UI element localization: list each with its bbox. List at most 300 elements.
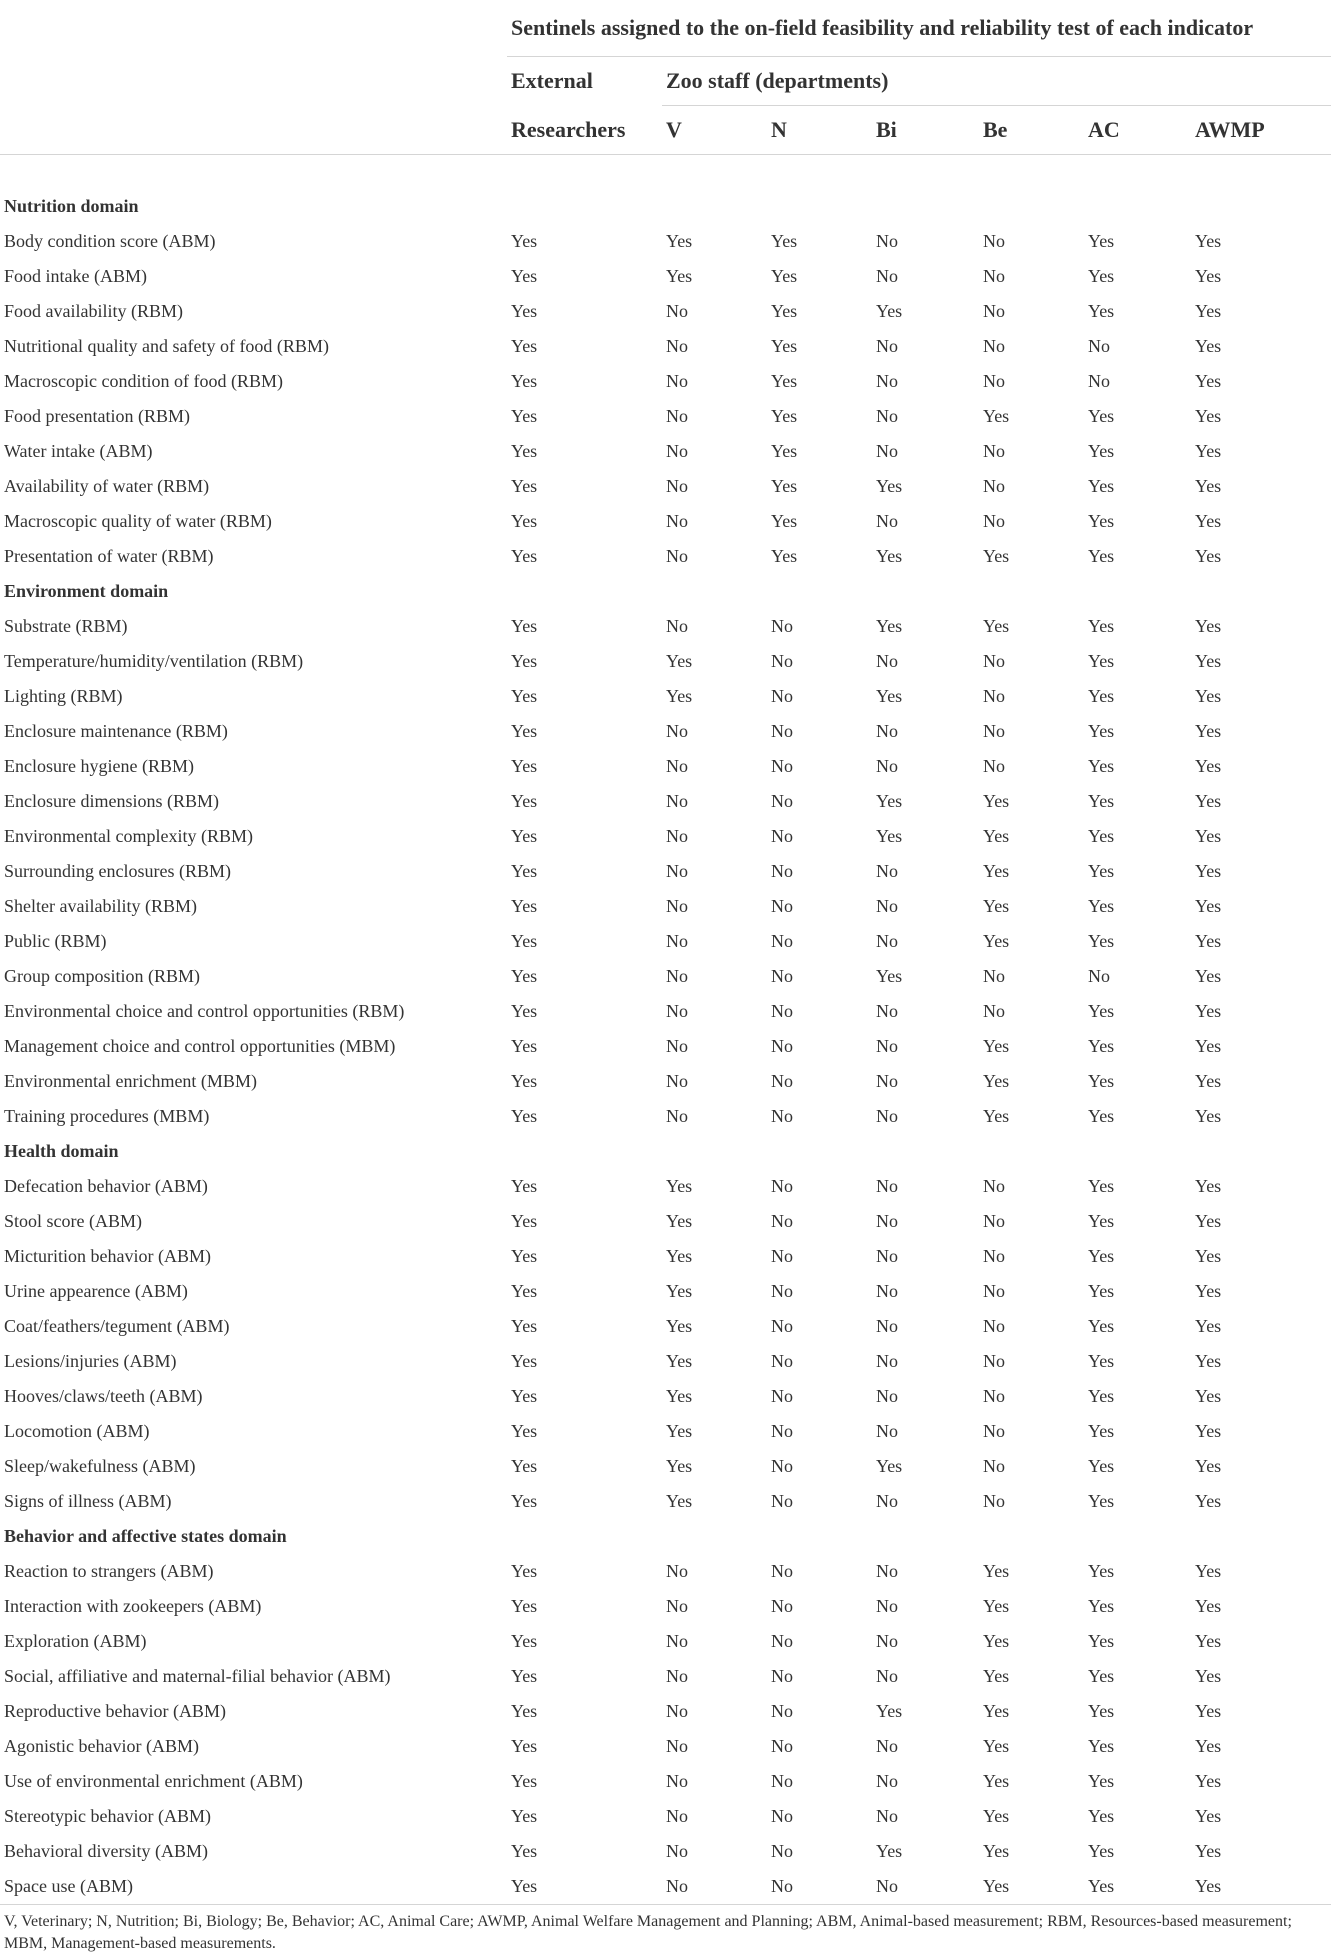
table-cell: Yes [666, 686, 693, 706]
table-cell: No [771, 1246, 793, 1266]
table-cell: Yes [1195, 476, 1222, 496]
table-cell: Yes [666, 1386, 693, 1406]
indicator-label: Use of environmental enrichment (ABM) [4, 1771, 303, 1791]
table-cell: No [771, 1841, 793, 1861]
table-cell: Yes [876, 966, 903, 986]
table-cell: Yes [1195, 406, 1222, 426]
table-cell: No [876, 1176, 898, 1196]
table-cell: No [876, 336, 898, 356]
table-row [0, 434, 1331, 469]
table-cell: Yes [666, 1281, 693, 1301]
table-cell: Yes [666, 1211, 693, 1231]
column-header-ac: AC [1084, 106, 1191, 155]
indicator-label: Exploration (ABM) [4, 1631, 147, 1651]
header-row-2 [0, 57, 1331, 106]
table-cell: No [666, 511, 688, 531]
table-cell: Yes [1088, 1036, 1115, 1056]
table-cell: No [771, 1456, 793, 1476]
section-header-environment [0, 574, 1331, 609]
table-cell: No [876, 1771, 898, 1791]
table-cell: Yes [983, 1771, 1010, 1791]
table-cell: Yes [1195, 1736, 1222, 1756]
header-blank [0, 57, 507, 106]
table-cell: Yes [1195, 896, 1222, 916]
indicator-label: Body condition score (ABM) [4, 231, 216, 251]
table-cell: Yes [1088, 861, 1115, 881]
table-cell: Yes [1088, 1106, 1115, 1126]
table-cell: No [771, 1281, 793, 1301]
indicator-label: Hooves/claws/teeth (ABM) [4, 1386, 203, 1406]
table-cell: Yes [983, 1736, 1010, 1756]
column-header-n: N [767, 106, 872, 155]
table-cell: No [876, 1071, 898, 1091]
table-cell: Yes [1088, 1596, 1115, 1616]
table-cell: Yes [1195, 301, 1222, 321]
table-row [0, 889, 1331, 924]
table-cell: Yes [1088, 1421, 1115, 1441]
table-row [0, 1099, 1331, 1134]
table-row [0, 259, 1331, 294]
table-cell: No [983, 371, 1005, 391]
table-cell: No [876, 1876, 898, 1896]
table-cell: No [771, 1351, 793, 1371]
indicator-label: Macroscopic condition of food (RBM) [4, 371, 283, 391]
table-cell: Yes [511, 231, 538, 251]
table-cell: Yes [511, 966, 538, 986]
table-cell: Yes [876, 791, 903, 811]
table-row [0, 1309, 1331, 1344]
table-cell: No [771, 1596, 793, 1616]
indicator-label: Urine appearence (ABM) [4, 1281, 188, 1301]
table-cell: Yes [1088, 1001, 1115, 1021]
table-cell: Yes [511, 1456, 538, 1476]
table-cell: Yes [511, 686, 538, 706]
table-cell: Yes [983, 1071, 1010, 1091]
table-cell: No [666, 1736, 688, 1756]
table-cell: No [666, 1876, 688, 1896]
table-cell: No [983, 441, 1005, 461]
table-row [0, 1274, 1331, 1309]
table-cell: Yes [983, 1631, 1010, 1651]
table-cell: Yes [983, 1701, 1010, 1721]
table-cell: No [983, 1421, 1005, 1441]
table-cell: Yes [983, 791, 1010, 811]
table-row [0, 1554, 1331, 1589]
column-header-be: Be [979, 106, 1084, 155]
table-cell: Yes [1195, 1106, 1222, 1126]
external-label: External [511, 68, 593, 94]
indicator-label: Temperature/humidity/ventilation (RBM) [4, 651, 304, 671]
table-row [0, 1344, 1331, 1379]
table-cell: No [666, 1071, 688, 1091]
table-cell: No [983, 1176, 1005, 1196]
indicator-label: Reaction to strangers (ABM) [4, 1561, 214, 1581]
column-header-v: V [662, 106, 767, 155]
table-cell: Yes [511, 1491, 538, 1511]
indicator-label: Sleep/wakefulness (ABM) [4, 1456, 196, 1476]
table-cell: Yes [1195, 651, 1222, 671]
table-cell: Yes [983, 931, 1010, 951]
table-cell: Yes [1088, 721, 1115, 741]
table-cell: Yes [1195, 231, 1222, 251]
table-cell: No [876, 1736, 898, 1756]
indicator-label: Social, affiliative and maternal-filial behavior (ABM) [4, 1666, 391, 1686]
table-cell: No [876, 231, 898, 251]
table-cell: No [983, 1281, 1005, 1301]
table-cell: No [876, 1806, 898, 1826]
table-row [0, 224, 1331, 259]
table-cell: Yes [1088, 1456, 1115, 1476]
indicator-label: Space use (ABM) [4, 1876, 133, 1896]
table-cell: Yes [983, 546, 1010, 566]
table-cell: Yes [1088, 476, 1115, 496]
table-cell: No [876, 371, 898, 391]
table-cell: No [876, 931, 898, 951]
table-cell: No [666, 546, 688, 566]
table-cell: Yes [511, 266, 538, 286]
table-cell: Yes [983, 1806, 1010, 1826]
table-cell: No [983, 1491, 1005, 1511]
table-cell: Yes [666, 1456, 693, 1476]
table-cell: No [983, 1351, 1005, 1371]
table-cell: No [666, 1001, 688, 1021]
section-title: Behavior and affective states domain [4, 1526, 287, 1546]
table-cell: Yes [1195, 791, 1222, 811]
table-cell: Yes [983, 1666, 1010, 1686]
indicator-label: Environmental complexity (RBM) [4, 826, 253, 846]
table-cell: No [666, 336, 688, 356]
table-cell: Yes [1088, 616, 1115, 636]
indicator-label: Environmental enrichment (MBM) [4, 1071, 257, 1091]
section-header-health [0, 1134, 1331, 1169]
table-row [0, 854, 1331, 889]
indicator-label: Reproductive behavior (ABM) [4, 1701, 226, 1721]
table-cell: Yes [1195, 266, 1222, 286]
table-cell: Yes [511, 1036, 538, 1056]
table-cell: No [666, 826, 688, 846]
table-cell: Yes [1088, 511, 1115, 531]
table-cell: Yes [1195, 1806, 1222, 1826]
table-cell: Yes [511, 1351, 538, 1371]
table-cell: Yes [876, 546, 903, 566]
table-cell: Yes [1088, 1071, 1115, 1091]
table-cell: Yes [666, 1421, 693, 1441]
table-row [0, 1484, 1331, 1519]
table-cell: No [983, 966, 1005, 986]
table-cell: Yes [511, 826, 538, 846]
table-cell: Yes [511, 1806, 538, 1826]
table-cell: Yes [1088, 1246, 1115, 1266]
table-cell: No [876, 1246, 898, 1266]
table-row [0, 644, 1331, 679]
table-cell: Yes [771, 231, 798, 251]
table-cell: Yes [511, 1701, 538, 1721]
table-cell: No [876, 1281, 898, 1301]
table-cell: Yes [511, 1281, 538, 1301]
table-cell: No [876, 1666, 898, 1686]
indicator-label: Interaction with zookeepers (ABM) [4, 1596, 262, 1616]
table-cell: Yes [1088, 441, 1115, 461]
indicator-label: Group composition (RBM) [4, 966, 200, 986]
table-row [0, 539, 1331, 574]
indicator-label: Availability of water (RBM) [4, 476, 210, 496]
indicator-label: Public (RBM) [4, 931, 107, 951]
table-cell: Yes [1195, 686, 1222, 706]
table-cell: Yes [511, 721, 538, 741]
table-cell: No [666, 301, 688, 321]
table-cell: Yes [1195, 1561, 1222, 1581]
table-cell: No [666, 1666, 688, 1686]
table-cell: No [771, 1386, 793, 1406]
table-cell: No [666, 616, 688, 636]
table-cell: No [666, 1701, 688, 1721]
table-cell: Yes [1195, 441, 1222, 461]
table-cell: Yes [511, 1421, 538, 1441]
table-cell: Yes [1195, 1386, 1222, 1406]
table-cell: No [771, 1176, 793, 1196]
table-cell: Yes [771, 406, 798, 426]
table-cell: No [666, 1596, 688, 1616]
table-cell: No [983, 231, 1005, 251]
table-cell: No [666, 1106, 688, 1126]
table-cell: No [666, 1631, 688, 1651]
table-row [0, 1729, 1331, 1764]
table-cell: Yes [1195, 931, 1222, 951]
table-cell: Yes [1088, 231, 1115, 251]
table-cell: Yes [1088, 1351, 1115, 1371]
table-row [0, 1379, 1331, 1414]
indicator-label: Agonistic behavior (ABM) [4, 1736, 199, 1756]
table-cell: No [876, 896, 898, 916]
table-cell: Yes [1195, 1596, 1222, 1616]
table-cell: No [1088, 336, 1110, 356]
table-cell: Yes [511, 931, 538, 951]
table-body [0, 155, 1331, 1905]
table-cell: No [666, 966, 688, 986]
table-cell: Yes [511, 1176, 538, 1196]
table-row [0, 819, 1331, 854]
indicator-label: Lesions/injuries (ABM) [4, 1351, 177, 1371]
table-cell: Yes [666, 1316, 693, 1336]
table-cell: Yes [1195, 1456, 1222, 1476]
indicator-label: Substrate (RBM) [4, 616, 128, 636]
table-cell: No [771, 826, 793, 846]
table-cell: No [876, 1596, 898, 1616]
table-cell: No [876, 1211, 898, 1231]
indicator-label: Enclosure hygiene (RBM) [4, 756, 194, 776]
table-cell: Yes [511, 1841, 538, 1861]
table-cell: Yes [511, 441, 538, 461]
table-cell: Yes [1195, 546, 1222, 566]
indicator-label: Nutritional quality and safety of food (RBM) [4, 336, 329, 356]
table-cell: No [666, 756, 688, 776]
zoo-staff-label: Zoo staff (departments) [662, 57, 1331, 106]
table-cell: Yes [511, 371, 538, 391]
table-cell: No [1088, 371, 1110, 391]
table-cell: Yes [1195, 511, 1222, 531]
indicator-label: Stool score (ABM) [4, 1211, 142, 1231]
table-cell: No [771, 861, 793, 881]
table-cell: No [771, 1666, 793, 1686]
table-cell: Yes [876, 826, 903, 846]
table-cell: No [771, 1806, 793, 1826]
table-cell: Yes [876, 686, 903, 706]
table-cell: Yes [1088, 1211, 1115, 1231]
table-cell: Yes [876, 616, 903, 636]
table-cell: No [771, 1421, 793, 1441]
table-cell: Yes [1088, 1876, 1115, 1896]
table-cell: Yes [1088, 546, 1115, 566]
indicator-label: Behavioral diversity (ABM) [4, 1841, 208, 1861]
table-cell: No [666, 406, 688, 426]
indicator-label: Locomotion (ABM) [4, 1421, 150, 1441]
indicator-label: Water intake (ABM) [4, 441, 153, 461]
table-cell: Yes [666, 1491, 693, 1511]
table-cell: Yes [983, 406, 1010, 426]
column-header-researchers: Researchers [507, 106, 662, 155]
table-row [0, 1029, 1331, 1064]
indicator-label: Macroscopic quality of water (RBM) [4, 511, 272, 531]
table-row [0, 1169, 1331, 1204]
section-title: Nutrition domain [4, 196, 139, 216]
indicator-label: Training procedures (MBM) [4, 1106, 210, 1126]
table-cell: No [876, 1001, 898, 1021]
table-row [0, 679, 1331, 714]
table-cell: Yes [511, 546, 538, 566]
indicator-label: Enclosure dimensions (RBM) [4, 791, 219, 811]
table-cell: Yes [511, 1001, 538, 1021]
table-row [0, 1869, 1331, 1904]
table-cell: Yes [1195, 756, 1222, 776]
table-cell: No [983, 301, 1005, 321]
table-cell: No [876, 1036, 898, 1056]
table-cell: Yes [1088, 266, 1115, 286]
table-cell: No [876, 1106, 898, 1126]
indicator-label: Food availability (RBM) [4, 301, 183, 321]
table-cell: No [983, 336, 1005, 356]
table-cell: No [771, 616, 793, 636]
table-cell: No [666, 1561, 688, 1581]
table-cell: Yes [771, 336, 798, 356]
table-cell: Yes [511, 1316, 538, 1336]
table-cell: Yes [1195, 1631, 1222, 1651]
table-cell: No [771, 1771, 793, 1791]
table-cell: Yes [666, 651, 693, 671]
table-cell: Yes [983, 826, 1010, 846]
table-cell: Yes [771, 301, 798, 321]
table-cell: Yes [1088, 406, 1115, 426]
table-cell: No [983, 1386, 1005, 1406]
table-cell: Yes [1088, 1386, 1115, 1406]
table-cell: Yes [771, 476, 798, 496]
table-cell: Yes [983, 896, 1010, 916]
table-cell: No [771, 1631, 793, 1651]
table-cell: No [771, 1106, 793, 1126]
table-row [0, 1064, 1331, 1099]
table-cell: Yes [666, 231, 693, 251]
header-blank [0, 0, 507, 57]
indicator-label: Surrounding enclosures (RBM) [4, 861, 231, 881]
table-cell: Yes [1195, 966, 1222, 986]
table-cell: Yes [1195, 1281, 1222, 1301]
table-row [0, 329, 1331, 364]
table-cell: Yes [666, 1351, 693, 1371]
table-cell: Yes [511, 1071, 538, 1091]
table-cell: Yes [1195, 826, 1222, 846]
table-cell: Yes [511, 1666, 538, 1686]
table-cell: No [771, 1736, 793, 1756]
table-cell: No [666, 931, 688, 951]
table-cell: Yes [876, 1456, 903, 1476]
table-cell: Yes [1088, 1841, 1115, 1861]
table-cell: No [983, 266, 1005, 286]
table-cell: Yes [511, 406, 538, 426]
table-cell: Yes [983, 616, 1010, 636]
table-cell: No [771, 721, 793, 741]
table-cell: Yes [1195, 721, 1222, 741]
table-row [0, 1834, 1331, 1869]
table-cell: Yes [1088, 931, 1115, 951]
table-cell: Yes [1088, 651, 1115, 671]
table-cell: No [666, 1841, 688, 1861]
indicator-label: Stereotypic behavior (ABM) [4, 1806, 211, 1826]
table-cell: Yes [511, 1106, 538, 1126]
table-cell: Yes [983, 1841, 1010, 1861]
table-cell: Yes [876, 301, 903, 321]
table-cell: Yes [1195, 1421, 1222, 1441]
table-cell: No [666, 476, 688, 496]
table-cell: No [666, 371, 688, 391]
table-cell: No [876, 651, 898, 671]
table-cell: No [666, 1036, 688, 1056]
table-cell: Yes [511, 1561, 538, 1581]
table-cell: Yes [1195, 1176, 1222, 1196]
table-cell: Yes [1195, 371, 1222, 391]
indicator-label: Food intake (ABM) [4, 266, 147, 286]
table-cell: Yes [1195, 336, 1222, 356]
column-header-bi: Bi [872, 106, 979, 155]
table-cell: Yes [1195, 1246, 1222, 1266]
table-cell: Yes [511, 1386, 538, 1406]
table-cell: Yes [1195, 1666, 1222, 1686]
table-cell: Yes [1088, 1666, 1115, 1686]
indicator-label: Environmental choice and control opportunities (RBM) [4, 1001, 405, 1021]
table-row [0, 924, 1331, 959]
table-row [0, 1659, 1331, 1694]
table-cell: No [666, 861, 688, 881]
table-cell: Yes [1088, 1701, 1115, 1721]
indicator-label: Defecation behavior (ABM) [4, 1176, 208, 1196]
table-cell: Yes [1088, 1736, 1115, 1756]
table-cell: Yes [1195, 1771, 1222, 1791]
table-cell: Yes [1088, 896, 1115, 916]
table-row [0, 714, 1331, 749]
table-cell: No [876, 1351, 898, 1371]
table-cell: Yes [1195, 1211, 1222, 1231]
table-row [0, 364, 1331, 399]
table-cell: Yes [1195, 861, 1222, 881]
table-row [0, 1204, 1331, 1239]
table-cell: Yes [511, 756, 538, 776]
table-cell: No [983, 686, 1005, 706]
table-cell: Yes [511, 616, 538, 636]
table-cell: Yes [1195, 1316, 1222, 1336]
table-cell: Yes [511, 651, 538, 671]
table-cell: Yes [666, 1176, 693, 1196]
table-cell: Yes [1195, 1351, 1222, 1371]
table-cell: No [771, 1071, 793, 1091]
table-cell: Yes [771, 546, 798, 566]
